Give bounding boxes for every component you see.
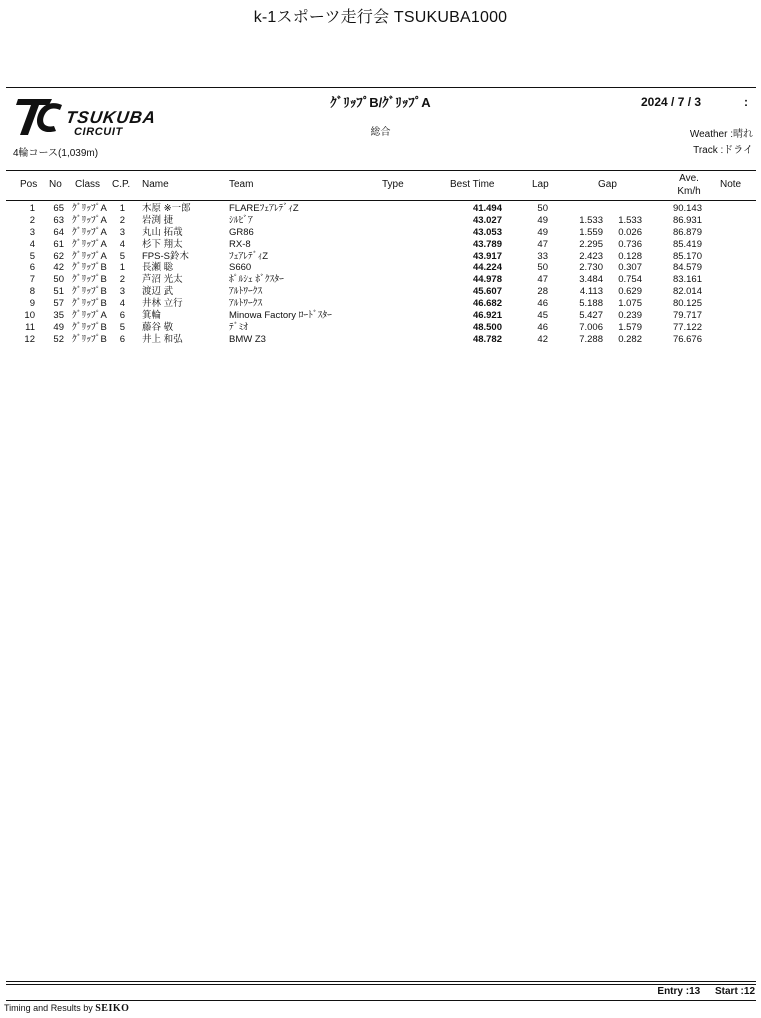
cell-pos: 10 [24,310,35,322]
cell-pos: 4 [29,238,35,250]
cell-best-time: 48.500 [472,321,502,333]
cell-lap: 49 [537,214,548,226]
cell-name: 藤谷 敬 [142,321,174,333]
cell-ave-speed: 76.676 [672,333,702,345]
col-type: Type [382,179,404,190]
timing-credit-text: Timing and Results by [4,1003,93,1013]
cell-no: 42 [53,262,64,274]
track-condition: Track :ドライ [693,145,753,156]
table-header-bottom-rule [6,200,756,201]
cell-gap-leader: 1.533 [579,214,603,226]
table-row [0,227,761,239]
cell-class: ｸﾞﾘｯﾌﾟA [72,203,107,214]
cell-no: 62 [53,250,64,262]
session-label: 総合 [370,127,391,138]
cell-gap-prev: 0.239 [618,310,642,322]
cell-no: 35 [53,310,64,322]
cell-best-time: 44.978 [472,274,502,286]
cell-no: 52 [53,333,64,345]
logo-tsukuba-text: TSUKUBA [64,108,158,127]
cell-no: 51 [53,286,64,298]
cell-team: ﾎﾟﾙｼｪ ﾎﾞｸｽﾀｰ [229,274,284,286]
table-header-top-rule [6,170,756,171]
cell-ave-speed: 79.717 [672,310,702,322]
cell-lap: 47 [537,238,548,250]
cell-lap: 49 [537,226,548,238]
cell-gap-leader: 3.484 [579,274,603,286]
cell-team: GR86 [229,226,254,238]
cell-best-time: 48.782 [472,333,502,345]
cell-gap-leader: 7.288 [579,333,603,345]
entry-start-counts [645,986,755,997]
cell-pos: 9 [29,298,35,310]
cell-no: 57 [53,298,64,310]
cell-pos: 11 [25,321,35,333]
cell-gap-leader: 1.559 [579,226,603,238]
cell-team: ｼﾙﾋﾞｱ [229,214,253,226]
cell-best-time: 43.917 [472,250,502,262]
table-row [0,251,761,263]
cell-gap-prev: 0.736 [618,238,642,250]
header-top-rule [6,87,756,88]
cell-class: ｸﾞﾘｯﾌﾟA [72,226,107,238]
cell-lap: 28 [537,286,548,298]
cell-cp: 5 [119,321,125,333]
col-ave-kmh [673,172,705,198]
cell-lap: 33 [537,250,548,262]
cell-lap: 45 [537,310,548,322]
cell-team: ﾌｪｱﾚﾃﾞｨZ [229,250,269,262]
cell-gap-leader: 2.423 [579,250,603,262]
cell-best-time: 43.027 [472,214,502,226]
cell-class: ｸﾞﾘｯﾌﾟB [72,286,107,298]
cell-gap-prev: 0.307 [618,262,642,274]
logo-circuit-text: CIRCUIT [74,126,123,138]
col-name: Name [142,179,169,190]
cell-best-time: 45.607 [472,286,502,298]
table-row [0,215,761,227]
cell-name: 箕輪 [142,310,162,322]
cell-lap: 46 [537,321,548,333]
cell-team: S660 [229,262,252,274]
cell-pos: 5 [29,250,35,262]
cell-team: ｱﾙﾄﾜｰｸｽ [229,298,263,310]
results-table-header [0,172,761,200]
cell-team: ｱﾙﾄﾜｰｸｽ [229,286,263,298]
cell-team: ﾃﾞﾐｵ [229,321,249,333]
col-team: Team [229,179,254,190]
col-ave-bottom: Km/h [677,186,701,197]
cell-name: 丸山 拓哉 [142,226,183,238]
cell-name: FPS-S鈴木 [142,250,189,262]
cell-team: BMW Z3 [229,333,266,345]
cell-name: 長瀬 聡 [142,262,174,274]
cell-best-time: 41.494 [472,203,502,214]
cell-gap-leader: 5.188 [579,298,603,310]
cell-lap: 42 [537,333,548,345]
cell-ave-speed: 90.143 [672,203,702,214]
cell-pos: 6 [29,262,35,274]
cell-gap-leader: 7.006 [579,321,603,333]
cell-pos: 3 [29,226,35,238]
cell-team: FLAREﾌｪｱﾚﾃﾞｨZ [229,203,299,214]
cell-lap: 47 [537,274,548,286]
cell-cp: 6 [119,333,125,345]
cell-lap: 50 [537,262,548,274]
cell-lap: 46 [537,298,548,310]
cell-cp: 3 [119,226,125,238]
cell-gap-leader: 5.427 [579,310,603,322]
cell-class: ｸﾞﾘｯﾌﾟA [72,214,107,226]
cell-cp: 2 [119,274,125,286]
event-time: : [744,95,748,109]
table-row [0,203,761,215]
timing-credit [4,1003,129,1014]
cell-ave-speed: 85.170 [672,250,702,262]
table-row [0,286,761,298]
cell-gap-prev: 1.075 [618,298,642,310]
col-lap: Lap [532,179,549,190]
cell-ave-speed: 83.161 [672,274,702,286]
cell-class: ｸﾞﾘｯﾌﾟA [72,238,107,250]
cell-best-time: 44.224 [472,262,502,274]
table-row [0,298,761,310]
cell-cp: 3 [119,286,125,298]
cell-cp: 4 [119,238,125,250]
table-row [0,262,761,274]
cell-no: 63 [53,214,64,226]
cell-cp: 1 [119,203,125,214]
table-row [0,322,761,334]
cell-gap-prev: 1.579 [618,321,642,333]
col-no: No [49,179,62,190]
cell-gap-prev: 0.629 [618,286,642,298]
start-count: Start :12 [714,986,755,997]
entry-count: Entry :13 [657,986,701,997]
cell-ave-speed: 80.125 [672,298,702,310]
cell-team: RX-8 [229,238,251,250]
cell-ave-speed: 77.122 [672,321,702,333]
col-cp: C.P. [112,179,131,190]
cell-cp: 2 [119,214,125,226]
cell-cp: 1 [119,262,125,274]
cell-best-time: 43.789 [472,238,502,250]
table-row [0,274,761,286]
cell-no: 64 [53,226,64,238]
cell-class: ｸﾞﾘｯﾌﾟB [72,321,107,333]
seiko-logo: SEIKO [95,1003,130,1014]
cell-cp: 5 [119,250,125,262]
cell-class: ｸﾞﾘｯﾌﾟB [72,333,107,345]
page-title: k-1スポーツ走行会 TSUKUBA1000 [253,9,508,26]
cell-cp: 4 [119,298,125,310]
results-table-body [0,203,761,346]
cell-gap-prev: 0.128 [618,250,642,262]
cell-name: 渡辺 武 [142,286,174,298]
cell-name: 芦沼 光太 [142,274,183,286]
footer-bottom-rule [6,1000,756,1001]
cell-pos: 1 [29,203,35,214]
weather-info: Weather :晴れ [689,129,753,140]
cell-no: 50 [53,274,64,286]
cell-name: 岩渕 捷 [142,214,174,226]
col-class: Class [75,179,101,190]
cell-ave-speed: 85.419 [672,238,702,250]
cell-class: ｸﾞﾘｯﾌﾟA [72,250,107,262]
cell-no: 49 [53,321,64,333]
cell-ave-speed: 86.879 [672,226,702,238]
cell-name: 井上 和弘 [142,333,183,345]
cell-class: ｸﾞﾘｯﾌﾟB [72,298,107,310]
cell-best-time: 46.682 [472,298,502,310]
cell-best-time: 43.053 [472,226,502,238]
event-title: ｸﾞﾘｯﾌﾟB/ｸﾞﾘｯﾌﾟA [330,95,431,110]
cell-pos: 12 [24,333,35,345]
cell-name: 木原 ※一郎 [142,203,191,214]
cell-gap-leader: 2.295 [579,238,603,250]
footer-rule [6,981,756,985]
col-note: Note [720,179,742,190]
cell-gap-prev: 0.026 [618,226,642,238]
cell-no: 61 [53,238,64,250]
course-info: 4輪コース(1,039m) [13,148,99,159]
cell-name: 杉下 翔太 [142,238,183,250]
cell-team: Minowa Factory ﾛｰﾄﾞｽﾀｰ [229,310,332,322]
col-ave-top: Ave. [679,173,699,184]
cell-cp: 6 [119,310,125,322]
col-best-time: Best Time [450,179,495,190]
table-row [0,310,761,322]
cell-class: ｸﾞﾘｯﾌﾟA [72,310,107,322]
cell-name: 井林 立行 [142,298,183,310]
cell-gap-prev: 1.533 [618,214,642,226]
cell-gap-prev: 0.282 [618,333,642,345]
cell-pos: 8 [29,286,35,298]
cell-class: ｸﾞﾘｯﾌﾟB [72,274,107,286]
cell-lap: 50 [537,203,548,214]
col-gap: Gap [598,179,617,190]
cell-best-time: 46.921 [472,310,502,322]
table-row [0,239,761,251]
cell-gap-leader: 2.730 [579,262,603,274]
cell-ave-speed: 84.579 [672,262,702,274]
cell-ave-speed: 82.014 [672,286,702,298]
cell-ave-speed: 86.931 [672,214,702,226]
event-date: 2024 / 7 / 3 [641,95,702,109]
cell-pos: 7 [29,274,35,286]
cell-no: 65 [53,203,64,214]
cell-class: ｸﾞﾘｯﾌﾟB [72,262,107,274]
cell-gap-prev: 0.754 [618,274,642,286]
table-row [0,334,761,346]
cell-pos: 2 [29,214,35,226]
cell-gap-leader: 4.113 [579,286,603,298]
col-pos: Pos [20,179,38,190]
